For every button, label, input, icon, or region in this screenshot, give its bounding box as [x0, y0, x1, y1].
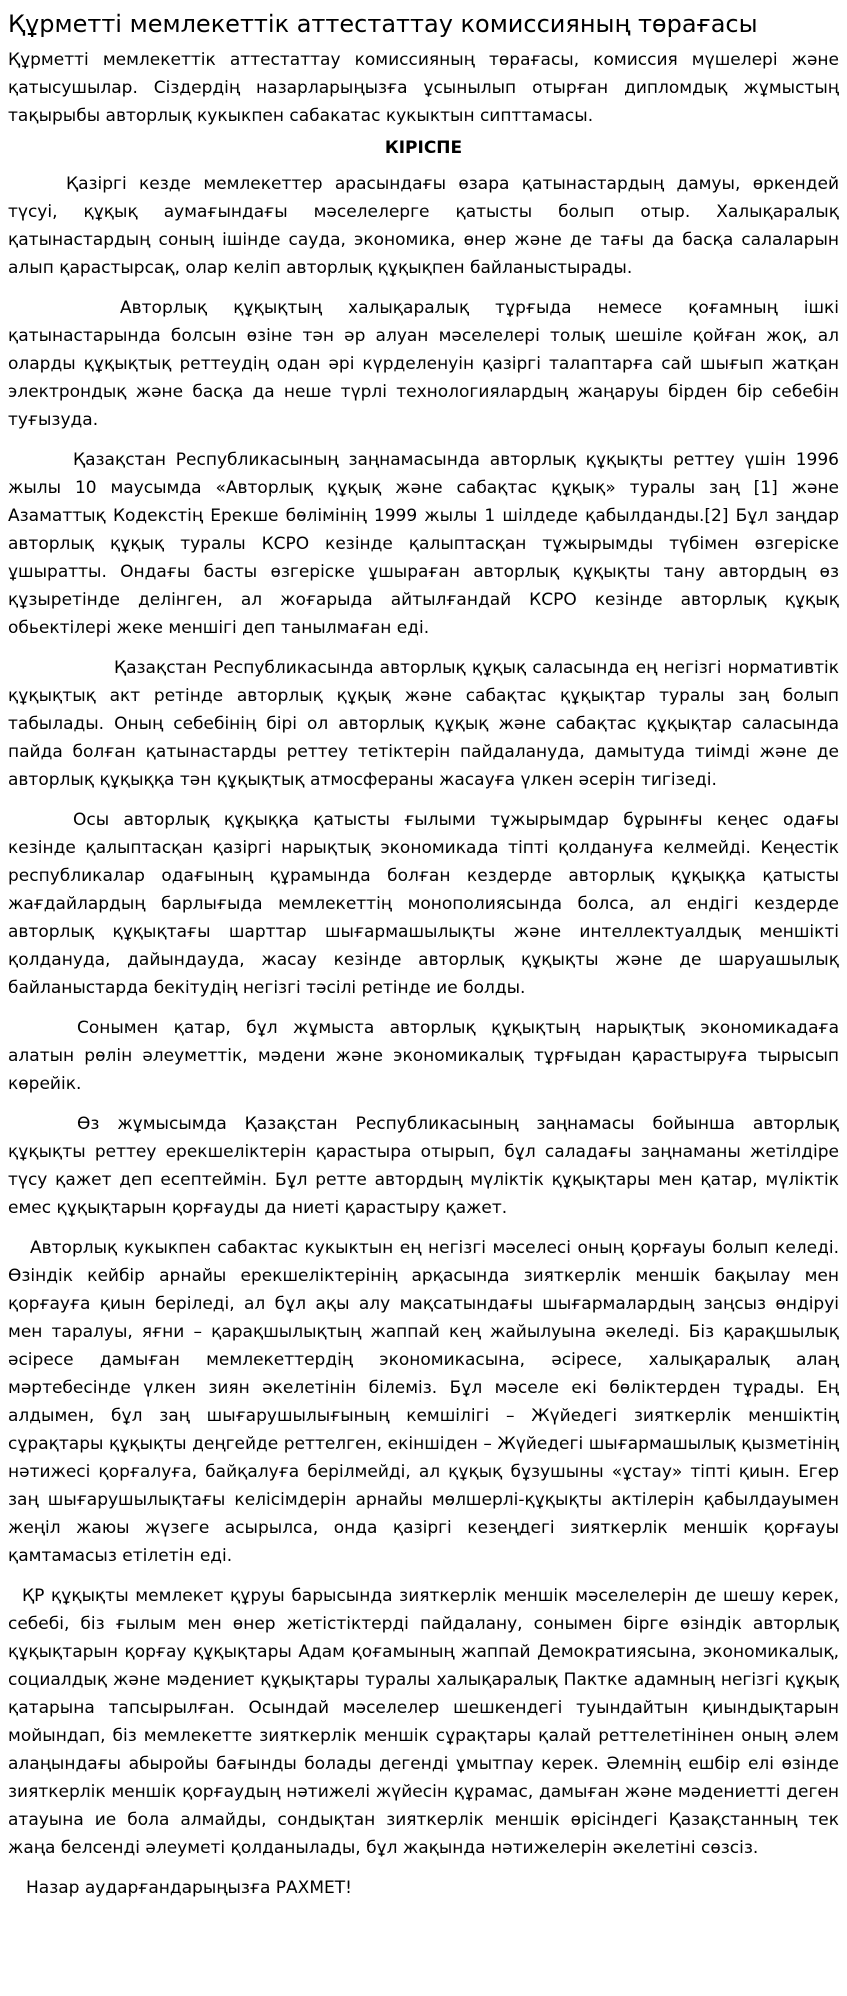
body-paragraph-8: Авторлық кукыкпен сабактас кукыктын ең негізгі мәселесі оның қорғауы болып келеді. Өзіндік кейбір арнайы ерекшеліктерінің арқасында зияткерлік меншік бақылау мен қорғауға қиын беріледі, ал бұл ақы алу мақсатындағы шығармалардың заңсыз өндіруі мен таралуы, яғни – қарақшылықтың жаппай кең жайылуына әкеледі. Біз қарақшылық әсіресе дамыған мемлекеттердің экономикасына, әсіресе, халықаралық алаң мәртебесінде үлкен зиян әкелетінін білеміз. Бұл мәселе екі бөліктерден тұрады. Ең алдымен, бұл заң шығарушылығының кемшілігі – Жүйедегі зияткерлік меншіктің сұрақтары құқықты деңгейде реттелген, екіншіден – Жүйедегі шығармашылық қызметінің нәтижесі қорғалуға, байқалуға берілмейді, ал құқық бұзушыны «ұстау» тіпті қиын. Егер заң шығарушылықтағы келісімдерін арнайы мөлшерлі-құқықты актілерін қабылдауымен жеңіл жаюы жүзеге асырылса, онда қазіргі кезеңдегі зияткерлік меншік қорғауы қамтамасыз етілетін еді. — [8, 1238, 839, 1566]
closing-line: Назар аударғандарыңызға РАХМЕТ! — [26, 1878, 352, 1898]
body-paragraph-2: Авторлық құқықтың халықаралық тұрғыда немесе қоғамның ішкі қатынастарында болсын өзіне тән әр алуан мәселелері толық шешіле қойған жоқ, ал оларды құқықтық реттеудің одан әрі күрделенуін қазіргі талаптарға сай шығып жатқан электрондық және басқа да неше түрлі технологиялардың жаңаруы бірден бір себебін туғызуда. — [8, 298, 839, 430]
section-heading: КІРІСПЕ — [384, 138, 463, 158]
body-paragraph-9: ҚР құқықты мемлекет құруы барысында зияткерлік меншік мәселелерін де шешу керек, себебі, біз ғылым мен өнер жетістіктерді пайдалану, сонымен бірге өзіндік авторлық құқықтарын қорғау құқықтары Адам қоғамының жаппай Демократиясына, экономикалық, социалдық және мәдениет құқықтары туралы халықаралық Пактке адамның негізгі құқық қатарына тапсырылған. Осындай мәселелер шешкендегі туындайтын қиындықтарын мойындап, біз мемлекетте зияткерлік меншік сұрақтары қалай реттелетінінен оның әлем алаңындағы абыройы бағынды болады дегенді ұмытпау керек. Әлемнің ешбір елі өзінде зияткерлік меншік қорғаудың нәтижелі жүйесін құрамас, дамыған және мәдениетті деген атауына ие бола алмайды, сондықтан зияткерлік меншік өрісіндегі Қазақстанның тек жаңа белсенді әлеуметі қолданылады, бұл жақында нәтижелерін әкелетіні сөзсіз. — [8, 1586, 839, 1858]
body-paragraph-3: Қазақстан Республикасының заңнамасында авторлық құқықты реттеу үшін 1996 жылы 10 маусымда «Авторлық құқық және сабақтас құқық» туралы заң [1] және Азаматтық Кодекстің Ерекше бөлімінің 1999 жылы 1 шілдеде қабылданды.[2] Бұл заңдар авторлық құқық туралы КСРО кезінде қалыптасқан тұжырымды түбімен өзгеріске ұшыратты. Ондағы басты өзгеріске ұшыраған авторлық құқықты тану автордың өз құзыретінде делінген, ал жоғарыда айтылғандай КСРО кезінде авторлық құқық обьектілері жеке меншігі деп танылмаған еді. — [8, 450, 839, 638]
body-paragraph-1: Қазіргі кезде мемлекеттер арасындағы өзара қатынастардың дамуы, өркендей түсуі, құқық аумағындағы мәселелерге қатысты болып отыр. Халықаралық қатынастардың соның ішінде сауда, экономика, өнер және де тағы да басқа салаларын алып қарастырсақ, олар келіп авторлық құқықпен байланыстырады. — [8, 174, 839, 278]
body-paragraph-4: Қазақстан Республикасында авторлық құқық саласында ең негізгі нормативтік құқықтық акт ретінде авторлық құқық және сабақтас құқықтар туралы заң болып табылады. Оның себебінің бірі ол авторлық құқық және сабақтас құқықтар саласында пайда болған қатынастарды реттеу тетіктерін пайдалануда, дамытуда тиімді және де авторлық құқыққа тән құқықтық атмосфераны жасауға үлкен әсерін тигізеді. — [8, 658, 839, 790]
body-paragraph-7: Өз жұмысымда Қазақстан Республикасының заңнамасы бойынша авторлық құқықты реттеу ерекшеліктерін қарастыра отырып, бұл саладағы заңнаманы жетілдіре түсу қажет деп есептеймін. Бұл ретте автордың мүліктік құқықтары мен қатар, мүліктік емес құқықтарын қорғауды да ниеті қарастыру қажет. — [8, 1114, 839, 1218]
intro-paragraph: Құрметті мемлекеттік аттестаттау комиссияның төрағасы, комиссия мүшелері және қатысушылар. Сіздердің назарларыңызға ұсынылып отырған дипломдық жұмыстың тақырыбы авторлық кукыкпен сабакатас кукыктын сипттамасы. — [8, 50, 839, 126]
body-paragraph-5: Осы авторлық құқыққа қатысты ғылыми тұжырымдар бұрынғы кеңес одағы кезінде қалыптасқан қазіргі нарықтық экономикада тіпті қолдануға келмейді. Кеңестік республикалар одағының құрамында болған кездерде авторлық құқыққа қатысты жағдайлардың барлығыда мемлекеттің монополиясында болса, ал ендігі кездерде авторлық құқықтағы шарттар шығармашылықты және интеллектуалдық меншікті қолдануда, дайындауда, жасау кезінде авторлық құқықты және де шаруашылық байланыстарда бекітудің негізгі тәсілі ретінде ие болды. — [8, 810, 839, 998]
page-title: Құрметті мемлекеттік аттестаттау комиссияның төрағасы — [8, 10, 758, 38]
body-paragraph-6: Сонымен қатар, бұл жұмыста авторлық құқықтың нарықтық экономикадаға алатын рөлін әлеуметтік, мәдени және экономикалық тұрғыдан қарастыруға тырысып көрейік. — [8, 1018, 839, 1094]
